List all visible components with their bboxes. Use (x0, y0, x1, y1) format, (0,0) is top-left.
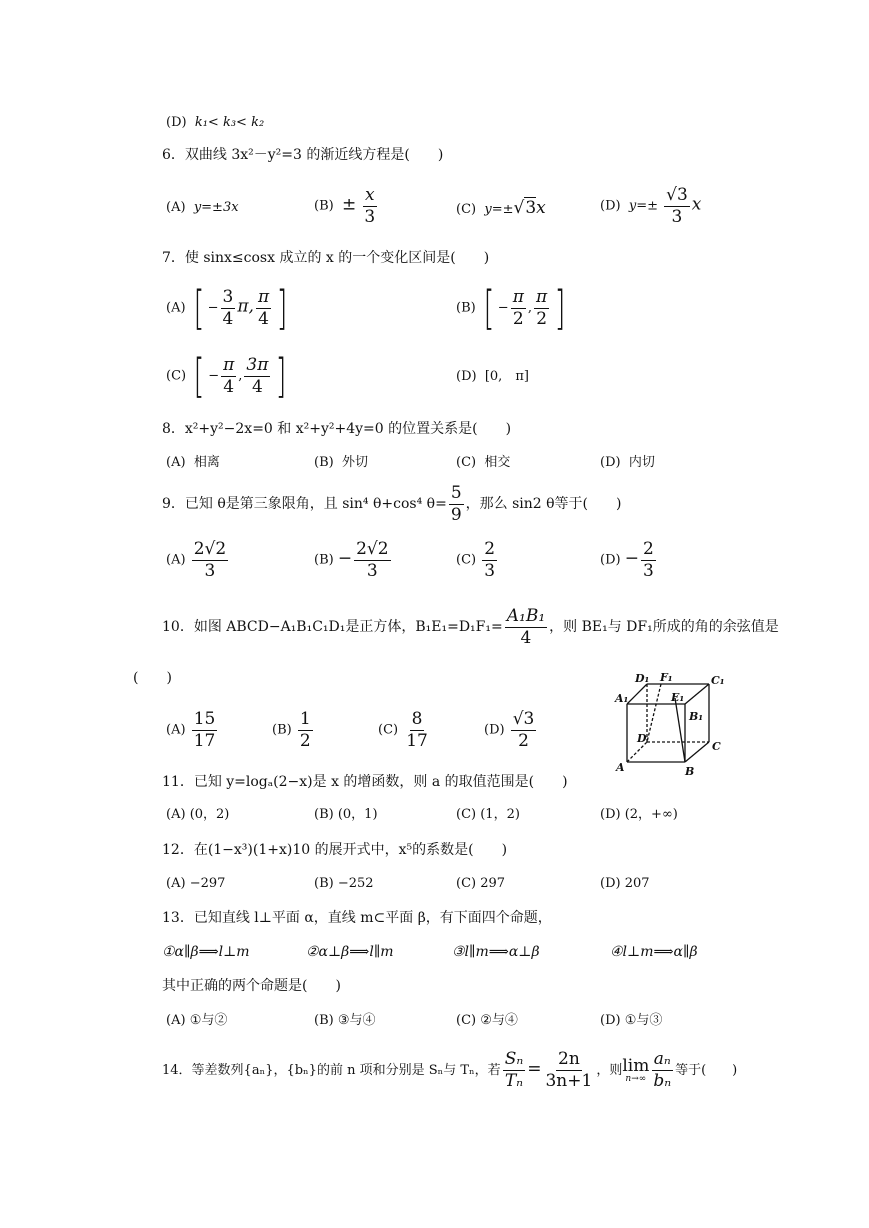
denominator: 3 (484, 560, 496, 581)
numerator: 1 (299, 709, 311, 729)
numerator: 5 (450, 483, 462, 503)
option-label: (B) (314, 876, 334, 891)
right-bracket: ] (554, 281, 566, 335)
option-label: (A) (166, 1013, 186, 1028)
numerator: π (257, 286, 270, 307)
option-text: 297 (480, 876, 506, 891)
q11-option-d (600, 806, 678, 824)
fraction (244, 356, 270, 396)
stem-text: 9．已知 θ是第三象限角，且 sin⁴ θ+cos⁴ θ= (162, 496, 447, 513)
fraction (362, 186, 377, 226)
numerator: x (364, 185, 375, 205)
denominator: 17 (406, 730, 428, 751)
fraction (505, 607, 547, 647)
fraction (404, 710, 430, 750)
option-text: ①与③ (624, 1013, 663, 1028)
option-label: (A) (166, 876, 186, 891)
numerator: √3 (666, 185, 688, 205)
right-bracket: ] (276, 281, 288, 335)
fraction (192, 540, 228, 580)
q9-option-a (166, 540, 230, 580)
minus-sign: − (208, 368, 220, 384)
q7-option-b: (B) [ − $\frac{\pi}{2}$ , $\frac{\pi}{2}$ ] (456, 281, 566, 335)
option-label: (B) (314, 1013, 334, 1028)
option-label: (D) (484, 722, 505, 738)
q8-option-d (600, 454, 655, 472)
left-bracket: [ (193, 281, 205, 335)
option-label: (B) (314, 455, 334, 470)
denominator: 4 (252, 376, 263, 397)
fraction (651, 1050, 673, 1090)
option-label: (D) (600, 552, 621, 568)
option-label: (D) (600, 198, 621, 214)
q14-stem (162, 1048, 737, 1092)
denominator: 2 (518, 730, 529, 751)
q13-option-d (600, 1012, 662, 1030)
option-label: (A) (166, 455, 186, 470)
option-prefix: y=± (628, 198, 658, 214)
stem-text: 10．如图 ABCD−A₁B₁C₁D₁是正方体，B₁E₁=D₁F₁= (162, 619, 503, 636)
label-A: A (616, 761, 625, 774)
fraction (543, 1050, 594, 1090)
option-label: (D) (600, 876, 621, 891)
denominator: Tₙ (504, 1071, 524, 1091)
denominator: 4 (520, 627, 532, 648)
denominator: 4 (223, 376, 235, 397)
option-label: (B) (314, 552, 334, 568)
q10-option-d (484, 710, 538, 750)
option-label: (A) (166, 722, 186, 738)
label-B1: B₁ (689, 710, 704, 723)
radical: √3x (513, 198, 546, 218)
q13-ask: 其中正确的两个命题是( ) (162, 978, 341, 994)
denominator: 3n+1 (545, 1071, 593, 1091)
label-F1: F₁ (660, 672, 673, 684)
pi-symbol: π, (237, 296, 254, 317)
fraction (298, 710, 313, 750)
option-label: (D) (600, 807, 621, 822)
cube-figure (613, 672, 733, 782)
sign: − (337, 548, 353, 569)
option-label: (A) (166, 807, 186, 822)
fraction (221, 288, 236, 328)
option-label: (A) (166, 552, 186, 568)
stem-text: 等于( ) (675, 1063, 738, 1078)
q6-option-b (314, 186, 379, 226)
stem-text: 14．等差数列{aₙ}，{bₙ}的前 n 项和分别是 Sₙ与 Tₙ，若 (162, 1063, 501, 1078)
q5-option-d (166, 114, 264, 132)
numerator: A₁B₁ (506, 606, 546, 626)
q7-stem: 7．使 sinx≤cosx 成立的 x 的一个变化区间是( ) (162, 250, 490, 266)
denominator: 2 (299, 730, 311, 751)
numerator: π (223, 354, 235, 375)
fraction (511, 288, 526, 328)
option-label: (C) (456, 552, 477, 568)
q8-option-a (166, 454, 220, 472)
q12-option-b (314, 875, 374, 893)
fraction (664, 186, 690, 226)
option-text: 相离 (193, 455, 220, 470)
q10-option-b (272, 710, 315, 750)
q12-option-c (456, 875, 505, 893)
label-D: D (637, 732, 647, 745)
fraction (354, 540, 390, 580)
q6-option-d (600, 186, 701, 226)
q11-option-c (456, 806, 520, 824)
option-text: (0，2) (189, 807, 230, 822)
numerator: √3 (512, 709, 535, 729)
right-bracket: ] (276, 349, 287, 403)
limit (622, 1055, 650, 1084)
q9-option-d (600, 540, 658, 580)
option-text: [0, π] (484, 369, 529, 384)
q13-prop-4: ④l⊥m⟹α∥β (610, 944, 698, 960)
numerator: 3π (246, 354, 269, 375)
option-prefix: y=± (484, 202, 514, 217)
stem-text: ，则 (596, 1063, 623, 1078)
q10-stem (162, 607, 779, 647)
numerator: π (512, 286, 524, 307)
q11-stem: 11．已知 y=logₐ(2−x)是 x 的增函数，则 a 的取值范围是( ) (162, 774, 568, 790)
minus-sign: − (497, 300, 509, 316)
denominator: 3 (204, 560, 216, 581)
fraction (511, 710, 537, 750)
q10-option-c (378, 710, 432, 750)
fraction (221, 356, 236, 396)
q9-stem (162, 484, 621, 524)
option-suffix: x (536, 198, 546, 218)
numerator: 2√2 (193, 539, 227, 559)
q7-option-a (166, 281, 291, 335)
denominator: 4 (222, 308, 234, 329)
q12-stem: 12．在(1−x³)(1+x)10 的展开式中，x⁵的系数是( ) (162, 842, 508, 858)
numerator: 3 (222, 286, 234, 307)
numerator: Sₙ (504, 1049, 524, 1070)
option-label: (D) (600, 1013, 621, 1028)
option-label: (D) (166, 115, 187, 130)
minus-sign: − (207, 300, 219, 316)
q13-prop-1: ①α∥β⟹l⊥m (162, 944, 250, 960)
denominator: 3 (642, 560, 654, 581)
option-text: (0，1) (337, 807, 378, 822)
q13-stem: 13．已知直线 l⊥平面 α，直线 m⊂平面 β，有下面四个命题， (162, 910, 552, 926)
q12-option-d (600, 875, 650, 893)
q7-option-d (456, 368, 529, 386)
option-label: (A) (166, 200, 186, 215)
q6-option-c (456, 199, 546, 219)
q11-option-a (166, 806, 229, 824)
option-text: ③与④ (337, 1013, 376, 1028)
equals-sign: = (527, 1059, 542, 1079)
option-suffix: x (691, 194, 702, 215)
q8-stem: 8．x²+y²−2x=0 和 x²+y²+4y=0 的位置关系是( ) (162, 421, 512, 437)
option-label: (B) (314, 807, 334, 822)
option-label: (D) (600, 455, 621, 470)
option-text: ②与④ (480, 1013, 518, 1028)
option-text: 相交 (484, 455, 511, 470)
numerator: 2n (558, 1049, 580, 1070)
option-text: −297 (189, 876, 226, 891)
denominator: 2 (512, 308, 524, 329)
q8-option-b (314, 454, 368, 472)
fraction (641, 540, 656, 580)
option-label: (B) (272, 722, 292, 738)
q13-option-a (166, 1012, 227, 1030)
option-label: (C) (456, 1013, 477, 1028)
option-text: y=±3x (193, 200, 239, 215)
denominator: 17 (193, 730, 216, 751)
denominator: 4 (258, 308, 269, 329)
label-E1: E₁ (671, 691, 685, 704)
label-C1: C₁ (711, 674, 725, 687)
denominator: 3 (364, 206, 376, 227)
fraction (482, 540, 497, 580)
q11-option-b (314, 806, 378, 824)
fraction (503, 1050, 526, 1090)
numerator: aₙ (653, 1049, 671, 1070)
radicand: 3 (525, 198, 537, 218)
denominator: 2 (536, 308, 548, 329)
denominator: 9 (450, 504, 462, 525)
option-prefix: ± (341, 194, 357, 215)
denominator: bₙ (653, 1071, 672, 1091)
left-bracket: [ (193, 349, 205, 403)
q13-prop-2: ②α⊥β⟹l∥m (306, 944, 394, 960)
q10-option-a (166, 710, 219, 750)
fraction (534, 288, 549, 328)
option-label: (C) (456, 876, 477, 891)
option-text: (1，2) (480, 807, 520, 822)
q9-option-b (314, 540, 393, 580)
q12-option-a (166, 875, 225, 893)
numerator: 2 (642, 539, 654, 559)
stem-text: ，那么 sin2 θ等于( ) (465, 496, 622, 513)
option-label: (C) (378, 722, 399, 738)
option-text: ①与② (189, 1013, 228, 1028)
left-bracket: [ (483, 281, 495, 335)
q6-option-a (166, 199, 239, 217)
numerator: 2 (484, 539, 496, 559)
label-B: B (685, 765, 695, 778)
option-text: 外切 (341, 455, 368, 470)
option-label: (D) (456, 369, 477, 384)
fraction (192, 710, 218, 750)
q13-option-c (456, 1012, 518, 1030)
q6-stem: 6．双曲线 3x²－y²=3 的渐近线方程是( ) (162, 147, 444, 163)
option-label: (A) (166, 300, 186, 316)
option-text: −252 (337, 876, 374, 891)
numerator: 8 (411, 709, 423, 729)
option-label: (B) (314, 198, 334, 214)
numerator: 15 (193, 709, 216, 729)
fraction (256, 288, 271, 328)
limit-symbol: lim (622, 1055, 650, 1076)
label-A1: A₁ (615, 692, 629, 705)
option-label: (C) (456, 807, 477, 822)
q8-option-c (456, 454, 510, 472)
q9-option-c (456, 540, 499, 580)
label-C: C (712, 740, 721, 753)
option-text: k₁< k₃< k₂ (194, 115, 265, 130)
q7-option-c: (C) [ − $\frac{\pi}{4}$ , $\frac{3\pi}{4}$ ] (166, 349, 287, 403)
denominator: 3 (366, 560, 378, 581)
label-D1: D₁ (635, 672, 650, 685)
stem-text: ，则 BE₁与 DF₁所成的角的余弦值是 (549, 619, 779, 636)
option-label: (C) (456, 202, 477, 217)
limit-subscript: n→∞ (625, 1073, 647, 1084)
denominator: 3 (671, 206, 683, 227)
fraction (449, 484, 464, 524)
numerator: 2√2 (356, 539, 389, 559)
option-label: (C) (456, 455, 477, 470)
numerator: π (536, 286, 548, 307)
q13-option-b (314, 1012, 376, 1030)
option-label: (C) (166, 368, 187, 384)
option-text: 207 (624, 876, 650, 891)
q13-prop-3: ③l∥m⟹α⊥β (452, 944, 540, 960)
option-text: (2，+∞) (624, 807, 678, 822)
sign: − (624, 548, 639, 569)
option-label: (B) (456, 300, 476, 316)
q10-answer-paren: ( ) (133, 670, 172, 686)
option-text: 内切 (628, 455, 655, 470)
